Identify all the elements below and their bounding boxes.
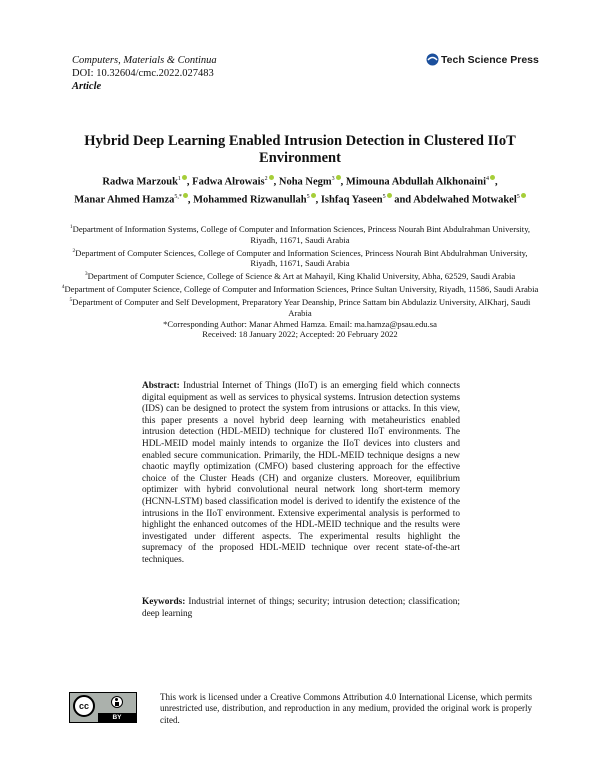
keywords-text: Industrial internet of things; security; intrusion detection; classification; deep learning [142, 597, 460, 619]
author-name: Fadwa Alrowais [192, 176, 265, 188]
orcid-icon[interactable] [387, 193, 392, 198]
affiliation-item [60, 282, 540, 295]
journal-name: Computers, Materials & Continua [72, 55, 217, 66]
affiliation-item [60, 222, 540, 246]
author-name: Ishfaq Yaseen [320, 194, 383, 205]
attribution-person-icon [111, 696, 123, 708]
orcid-icon[interactable] [182, 175, 187, 180]
affiliation-number: 1 [69, 224, 73, 230]
affiliation-number: 4 [61, 284, 65, 291]
affiliation-text: Department of Computer Sciences, College of Computer and Information Sciences, Princess Nourah Bint Abdulrahman University, Riyadh, 11671, Saudi Arabia [75, 247, 528, 269]
author-name: Mimouna Abdullah Alkhonaini [345, 176, 486, 188]
received-accepted-dates: Received: 18 January 2022; Accepted: 20 February 2022 [202, 329, 398, 340]
author-name: Manar Ahmed Hamza [74, 194, 175, 205]
orcid-icon[interactable] [269, 175, 274, 180]
affiliation-item [60, 246, 540, 270]
affiliation-text: Department of Computer Science, College of Science & Art at Mahayil, King Khalid University, Abha, 62529, Saudi Arabia [87, 271, 516, 282]
publisher-name: Tech Science Press [441, 53, 539, 66]
tech-science-press-icon [426, 53, 439, 66]
cc-icon: cc [73, 695, 95, 717]
abstract [142, 381, 460, 567]
author-list: Radwa Marzouk$^1$ , Fadwa Alrowais$^2$ , Noha Negm$^3$ , Mimouna Abdullah Alkhonaini$^4$ , Manar Ahmed Hamza$^{5,*}$ , Mohammed Rizwanullah$^5$ , Ishfaq Yaseen$^5$ and Abdelwahed Motwakel$^5$ [60, 172, 540, 207]
affiliation-text: Department of Computer Science, College of Computer and Information Sciences, Prince Sultan University, Riyadh, 11586, Saudi Arabia [64, 283, 539, 294]
orcid-icon[interactable] [490, 175, 495, 180]
orcid-icon[interactable] [336, 175, 341, 180]
title-line-2: Environment [259, 150, 341, 166]
affiliation-text: Department of Information Systems, College of Computer and Information Sciences, Princess Nourah Bint Abdulrahman University, Riyadh, 11671, Saudi Arabia [72, 223, 531, 245]
doi[interactable]: DOI: 10.32604/cmc.2022.027483 [72, 68, 214, 79]
author-connector: and [394, 194, 412, 205]
by-label: BY [98, 713, 136, 722]
author-affil: 5,* [174, 193, 182, 200]
author-affil: 2 [264, 176, 268, 182]
author-affil: 4 [486, 176, 489, 182]
author-affil: 5 [516, 193, 520, 200]
keywords-label: Keywords: [142, 597, 186, 607]
journal-header [72, 54, 217, 93]
author-name: Radwa Marzouk [102, 176, 178, 188]
abstract-label: Abstract: [142, 381, 180, 391]
license-text: This work is licensed under a Creative Commons Attribution 4.0 International License, which permits unrestricted use, distribution, and reproduction in any medium, provided the original work is properly cited. [160, 692, 532, 725]
affiliation-number: 5 [69, 296, 73, 303]
affiliation-number: 2 [72, 247, 76, 254]
author-affil: 3 [331, 176, 335, 182]
corresponding-author: *Corresponding Author: Manar Ahmed Hamza. Email: ma.hamza@psau.edu.sa [163, 318, 437, 329]
author-affil: 5 [382, 193, 386, 200]
affiliation-item [60, 269, 540, 282]
paper-title [60, 133, 540, 167]
author-affil: 5 [306, 193, 310, 200]
abstract-text: Industrial Internet of Things (IIoT) is an emerging field which connects digital equipment as well as services to physical systems. Intrusion detection systems (IDS) can be designed to protect the system from intrusions or attacks. In this view, this paper presents a novel hybrid deep learning with metaheuristics enabled intrusion detection (HDL-MEID) technique for clustered IIoT environments. The HDL-MEID model mainly intends to organize the IIoT devices into clusters and enabled secure communication. Primarily, the HDL-MEID technique designs a new chaotic mayfly optimization (CMFO) based clustering approach for the effective choice of the Cluster Heads (CH) and organize clusters. Moreover, equilibrium optimizer with hybrid convolutional neural network long short-term memory (HCNN-LSTM) based classification model is derived to identify the existence of the intrusions in the IIoT environment. Extensive experimental analysis is performed to highlight the enhanced outcomes of the HDL-MEID technique and the results were investigated under different aspects. The experimental results highlight the supremacy of the proposed HDL-MEID technique over recent state-of-the-art techniques. [142, 381, 460, 565]
author-name: Abdelwahed Motwakel [413, 194, 517, 205]
author-name: Noha Negm [278, 176, 332, 188]
orcid-icon[interactable] [183, 193, 188, 198]
publisher-logo [426, 53, 539, 66]
author-name: Mohammed Rizwanullah [193, 194, 307, 205]
orcid-icon[interactable] [521, 193, 526, 198]
affiliations [60, 222, 540, 340]
keywords [142, 597, 460, 620]
affiliation-text: Department of Computer and Self Development, Preparatory Year Deanship, Prince Sattam bin Abdulaziz University, AlKharj, Saudi Arabia [72, 296, 531, 318]
cc-by-license-icon[interactable] [69, 692, 137, 723]
title-line-1: Hybrid Deep Learning Enabled Intrusion Detection in Clustered IIoT [84, 133, 516, 149]
affiliation-item [60, 295, 540, 319]
orcid-icon[interactable] [311, 193, 316, 198]
article-type: Article [72, 81, 102, 92]
author-affil: 1 [177, 176, 181, 182]
affiliation-number: 3 [84, 271, 88, 278]
